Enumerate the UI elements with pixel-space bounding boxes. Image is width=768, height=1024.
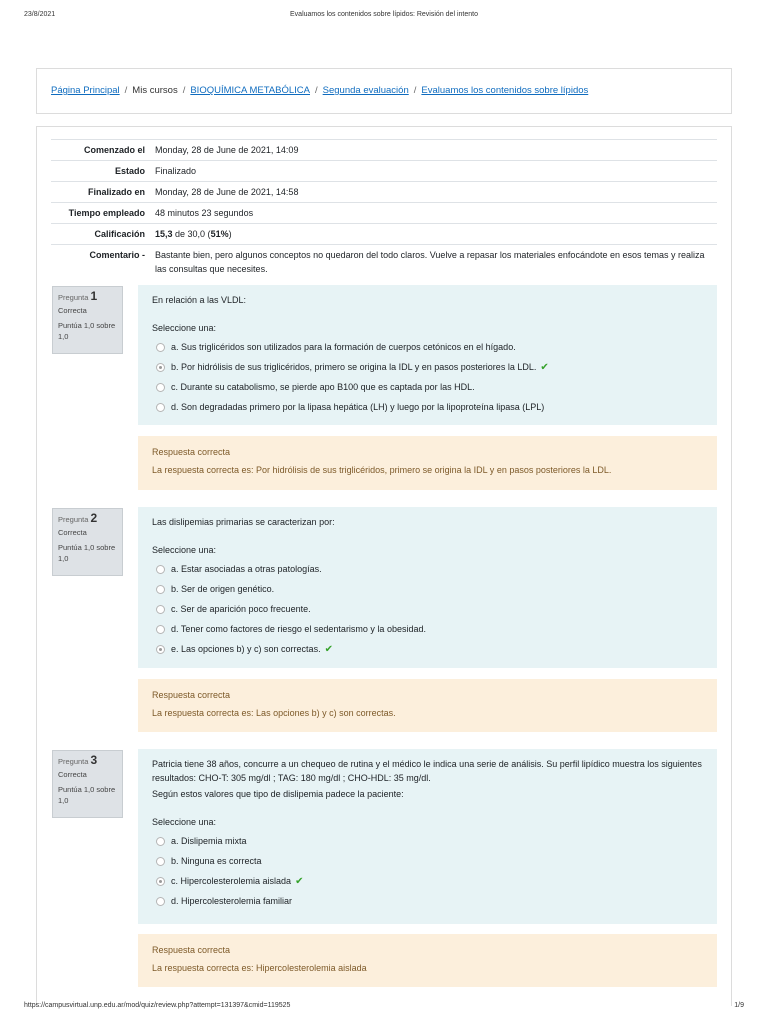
print-url: https://campusvirtual.unp.edu.ar/mod/quiz/review.php?attempt=131397&cmid=119525 [24,1002,291,1009]
breadcrumb [51,85,588,96]
checkmark-icon: ✔ [324,643,333,655]
answer-option[interactable] [152,579,703,599]
answer-option-label: a. Estar asociadas a otras patologías. [171,564,322,574]
summary-comment-value: Bastante bien, pero algunos conceptos no quedaron del todo claros. Vuelve a repasar los materiales enfocándote en esos temas y realiza las consultas que necesites. [155,250,705,274]
radio-button-checked[interactable] [156,877,165,886]
question-mark: Puntúa 1,0 sobre 1,0 [58,785,116,805]
checkmark-icon: ✔ [295,875,304,887]
summary-row-started [51,140,717,161]
feedback-answer: La respuesta correcta es: Las opciones b) y c) son correctas. [152,708,396,718]
radio-button[interactable] [156,837,165,846]
summary-started-value: Monday, 28 de June de 2021, 14:09 [155,145,299,155]
answer-option[interactable] [152,337,703,357]
feedback-answer: La respuesta correcta es: Por hidrólisis de sus triglicéridos, primero se origina la IDL y en pasos posteriores la LDL. [152,465,612,475]
question-state: Correcta [58,306,87,315]
breadcrumb-home-link[interactable]: Página Principal [51,85,120,96]
answer-option[interactable] [152,851,703,871]
print-page-count: 1/9 [734,1002,744,1009]
breadcrumb-separator: / [413,85,417,96]
answer-option[interactable] [152,831,703,851]
grade-score: 15,3 [155,229,173,239]
answer-option-label: a. Dislipemia mixta [171,836,247,846]
breadcrumb-my-courses: Mis cursos [132,85,178,96]
grade-percent: 51% [210,229,229,239]
question-mark: Puntúa 1,0 sobre 1,0 [58,321,116,341]
summary-row-state [51,161,717,182]
summary-comment-label: Comentario - [89,250,145,260]
checkmark-icon: ✔ [540,361,549,373]
question-3-info [52,750,123,818]
question-2-feedback [138,679,717,732]
question-text: En relación a las VLDL: [152,295,247,305]
breadcrumb-course-link[interactable]: BIOQUÍMICA METABÓLICA [190,85,310,96]
attempt-summary-table [51,139,717,279]
radio-button-checked[interactable] [156,645,165,654]
grade-mid: de 30,0 ( [172,229,211,239]
summary-row-finished [51,182,717,203]
question-1-content [138,285,717,425]
question-prompt: Seleccione una: [152,817,217,827]
feedback-answer: La respuesta correcta es: Hipercolesterolemia aislada [152,963,367,973]
answer-option[interactable] [152,599,703,619]
radio-button[interactable] [156,625,165,634]
summary-state-label: Estado [114,166,145,176]
print-header [24,11,744,23]
answer-option-label: b. Por hidrólisis de sus triglicéridos, primero se origina la IDL y en pasos posteriores la LDL. [171,362,537,372]
answer-option-label: c. Durante su catabolismo, se pierde apo B100 que es captada por las HDL. [171,382,475,392]
answer-option-label: d. Tener como factores de riesgo el sedentarismo y la obesidad. [171,624,426,634]
summary-grade-value [151,224,717,245]
summary-row-grade [51,224,717,245]
question-text: Las dislipemias primarias se caracterizan por: [152,517,335,527]
breadcrumb-separator: / [315,85,318,96]
feedback-title: Respuesta correcta [152,447,231,457]
question-number: 2 [90,511,98,525]
summary-time-value: 48 minutos 23 segundos [155,208,254,218]
summary-row-comment [51,245,717,280]
question-text-secondary: Según estos valores que tipo de dislipemia padece la paciente: [152,789,404,799]
question-label: Pregunta [58,293,89,302]
question-state: Correcta [58,770,87,779]
feedback-title: Respuesta correcta [152,690,231,700]
answer-option[interactable] [152,891,703,911]
print-title: Evaluamos los contenidos sobre lípidos: Revisión del intento [290,11,478,18]
question-state: Correcta [58,528,87,537]
question-2-info [52,508,123,576]
summary-state-value: Finalizado [155,166,197,176]
breadcrumb-quiz-link[interactable]: Evaluamos los contenidos sobre lípidos [421,85,589,96]
question-number: 1 [90,289,98,303]
summary-finished-label: Finalizado en [87,187,145,197]
radio-button[interactable] [156,897,165,906]
answer-option-label: a. Sus triglicéridos son utilizados para la formación de cuerpos cetónicos en el hígado. [171,342,516,352]
breadcrumb-section-link[interactable]: Segunda evaluación [322,85,409,96]
answer-option-label: d. Hipercolesterolemia familiar [171,896,293,906]
answer-option-selected[interactable] [152,871,703,891]
radio-button[interactable] [156,383,165,392]
radio-button[interactable] [156,605,165,614]
question-number: 3 [90,753,98,767]
question-prompt: Seleccione una: [152,545,217,555]
question-3-feedback [138,934,717,987]
breadcrumb-container [36,68,732,114]
question-3-content [138,749,717,924]
answer-option-label: b. Ninguna es correcta [171,856,262,866]
breadcrumb-separator: / [124,85,128,96]
answer-option-label: b. Ser de origen genético. [171,584,275,594]
radio-button[interactable] [156,565,165,574]
print-date: 23/8/2021 [24,11,56,18]
radio-button[interactable] [156,585,165,594]
summary-started-label: Comenzado el [83,145,145,155]
answer-option[interactable] [152,377,703,397]
answer-option[interactable] [152,559,703,579]
summary-row-time [51,203,717,224]
radio-button-checked[interactable] [156,363,165,372]
question-label: Pregunta [58,515,89,524]
question-1-feedback [138,436,717,490]
print-footer [24,1002,744,1014]
radio-button[interactable] [156,343,165,352]
feedback-title: Respuesta correcta [152,945,231,955]
question-1-info [52,286,123,354]
answer-option[interactable] [152,397,703,417]
grade-end: ) [228,229,232,239]
summary-finished-value: Monday, 28 de June de 2021, 14:58 [155,187,299,197]
summary-time-label: Tiempo empleado [68,208,145,218]
answer-option-label: c. Ser de aparición poco frecuente. [171,604,311,614]
summary-grade-label: Calificación [94,229,145,239]
answer-option-label: c. Hipercolesterolemia aislada [171,876,292,886]
question-mark: Puntúa 1,0 sobre 1,0 [58,543,116,563]
radio-button[interactable] [156,857,165,866]
question-prompt: Seleccione una: [152,323,217,333]
question-2-content [138,507,717,668]
radio-button[interactable] [156,403,165,412]
answer-option-label: e. Las opciones b) y c) son correctas. [171,644,321,654]
question-label: Pregunta [58,757,89,766]
quiz-review-region [36,126,732,1006]
answer-option-selected[interactable] [152,357,703,377]
answer-option-label: d. Son degradadas primero por la lipasa hepática (LH) y luego por la lipoproteína lipasa (LPL) [171,402,545,412]
answer-option-selected[interactable] [152,639,703,659]
answer-option[interactable] [152,619,703,639]
question-text: Patricia tiene 38 años, concurre a un chequeo de rutina y el médico le indica una serie de análisis. Su perfil lipídico muestra los siguientes resultados: CHO-T: 305 mg/dl ; TAG: 180 mg/dl ; CHO-HDL: 35 mg/dl. [152,759,702,783]
breadcrumb-separator: / [182,85,186,96]
